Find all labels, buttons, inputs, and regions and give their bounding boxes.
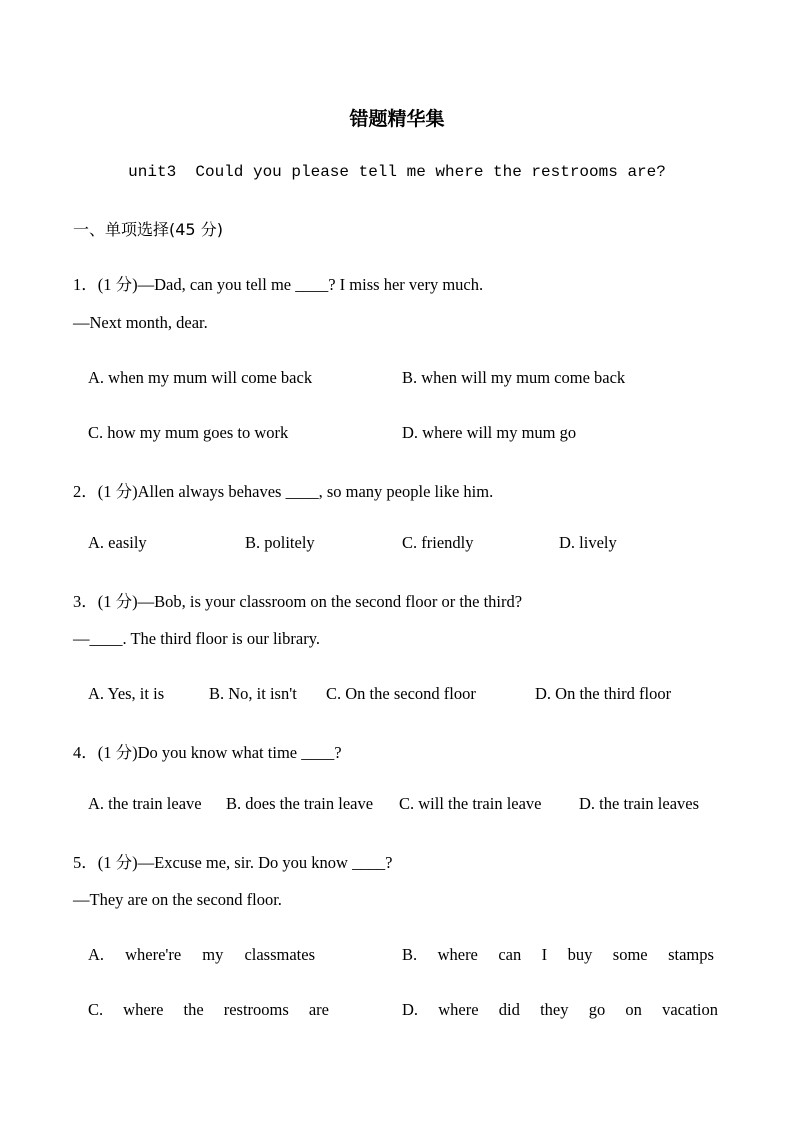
- question-1-option-c[interactable]: C. how my mum goes to work: [88, 423, 289, 442]
- page-title: 错题精华集: [349, 108, 445, 130]
- question-5-stem: 5．(1 分)—Excuse me, sir. Do you know ____?: [73, 853, 393, 872]
- option-word: A.: [88, 945, 105, 964]
- option-word: where're: [125, 945, 182, 964]
- question-1-option-b[interactable]: B. when will my mum come back: [402, 368, 626, 387]
- question-2-option-d[interactable]: D. lively: [559, 533, 617, 552]
- option-word: vacation: [662, 1000, 718, 1019]
- option-word: classmates: [244, 945, 315, 964]
- question-1-answer-line: —Next month, dear.: [73, 313, 208, 332]
- question-1-stem: 1．(1 分)—Dad, can you tell me ____? I miss her very much.: [73, 275, 484, 294]
- option-word: where: [123, 1000, 164, 1019]
- option-word: the: [183, 1000, 204, 1019]
- option-word: buy: [567, 945, 593, 964]
- question-4-option-c[interactable]: C. will the train leave: [399, 794, 542, 813]
- question-5-option-a[interactable]: [88, 945, 315, 965]
- question-4-option-a[interactable]: A. the train leave: [88, 794, 202, 813]
- option-word: did: [498, 1000, 520, 1019]
- option-word: go: [588, 1000, 606, 1019]
- question-3-option-d[interactable]: D. On the third floor: [535, 684, 672, 703]
- question-5-option-c[interactable]: [88, 1000, 329, 1020]
- option-word: are: [308, 1000, 329, 1019]
- option-word: they: [540, 1000, 569, 1019]
- option-word: can: [498, 945, 522, 964]
- question-3-stem: 3．(1 分)—Bob, is your classroom on the second floor or the third?: [73, 592, 523, 611]
- option-word: stamps: [668, 945, 714, 964]
- option-word: where: [437, 945, 478, 964]
- question-3-option-a[interactable]: A. Yes, it is: [88, 684, 165, 703]
- question-3-option-b[interactable]: B. No, it isn't: [209, 684, 297, 703]
- question-5-option-d[interactable]: [402, 1000, 718, 1020]
- question-3-option-c[interactable]: C. On the second floor: [326, 684, 476, 703]
- question-4-option-d[interactable]: D. the train leaves: [579, 794, 700, 813]
- option-word: restrooms: [223, 1000, 289, 1019]
- question-2-option-b[interactable]: B. politely: [245, 533, 315, 552]
- option-word: D.: [402, 1000, 419, 1019]
- question-3-answer-line: —____. The third floor is our library.: [73, 629, 321, 648]
- unit-subtitle: unit3 Could you please tell me where the restrooms are?: [128, 163, 666, 181]
- option-word: C.: [88, 1000, 104, 1019]
- option-word: on: [625, 1000, 642, 1019]
- section-heading: 一、单项选择(45 分): [73, 220, 223, 239]
- question-5-answer-line: —They are on the second floor.: [73, 890, 282, 909]
- question-5-option-b[interactable]: [402, 945, 714, 965]
- option-word: some: [612, 945, 648, 964]
- option-word: where: [438, 1000, 479, 1019]
- question-4-stem: 4．(1 分)Do you know what time ____?: [73, 743, 342, 762]
- question-2-option-a[interactable]: A. easily: [88, 533, 147, 552]
- option-word: my: [202, 945, 224, 964]
- option-word: B.: [402, 945, 418, 964]
- question-2-stem: 2．(1 分)Allen always behaves ____, so many people like him.: [73, 482, 494, 501]
- question-1-option-d[interactable]: D. where will my mum go: [402, 423, 577, 442]
- option-word: I: [541, 945, 548, 964]
- question-4-option-b[interactable]: B. does the train leave: [226, 794, 374, 813]
- question-1-option-a[interactable]: A. when my mum will come back: [88, 368, 313, 387]
- question-2-option-c[interactable]: C. friendly: [402, 533, 474, 552]
